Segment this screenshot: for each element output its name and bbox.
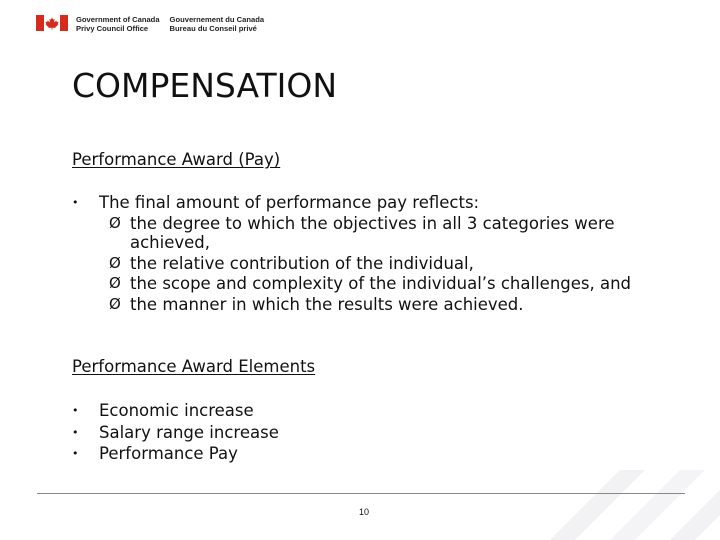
sub-list-item <box>109 274 652 294</box>
sub-item-text: the degree to which the objectives in all 3 categories were achieved, <box>130 213 615 252</box>
org-name-fr-line1: Gouvernement du Canada <box>169 15 265 24</box>
bullet-icon: • <box>72 404 79 417</box>
list-item <box>72 443 279 465</box>
sub-item-text: the relative contribution of the individual, <box>130 253 474 273</box>
slide-title: COMPENSATION <box>72 66 338 105</box>
arrow-bullet-icon: Ø <box>109 213 121 232</box>
page-number: 10 <box>359 507 370 517</box>
list-item-text: Economic increase <box>99 401 254 420</box>
arrow-bullet-icon: Ø <box>109 274 121 292</box>
org-name-french <box>170 15 265 33</box>
list-item <box>72 422 279 444</box>
list-item-text: Salary range increase <box>99 422 279 442</box>
bullet-text: The final amount of performance pay reflects: <box>99 193 480 212</box>
section-heading-award-elements: Performance Award Elements <box>72 357 316 376</box>
gc-header <box>36 15 264 33</box>
sub-list-item <box>109 213 652 253</box>
org-name-en-line1: Government of Canada <box>76 15 160 24</box>
decorative-chevrons <box>510 420 720 540</box>
footer-divider <box>37 493 685 494</box>
list-item-text: Performance Pay <box>99 444 238 463</box>
org-name-fr-line2: Bureau du Conseil privé <box>169 24 257 33</box>
arrow-bullet-icon: Ø <box>109 253 121 272</box>
bullet-icon: • <box>72 196 79 209</box>
performance-award-list <box>72 192 652 314</box>
list-item <box>72 192 652 314</box>
sub-item-text: the manner in which the results were achieved. <box>130 294 524 314</box>
sub-list-item <box>109 253 652 274</box>
org-name-english <box>76 15 160 33</box>
sub-item-text: the scope and complexity of the individual’s challenges, and <box>130 274 632 293</box>
sub-list <box>99 214 652 315</box>
sub-list-item <box>109 294 652 315</box>
canada-flag-icon <box>36 15 68 31</box>
section-heading-performance-award: Performance Award (Pay) <box>72 150 281 169</box>
arrow-bullet-icon: Ø <box>109 294 121 313</box>
list-item <box>72 400 279 422</box>
bullet-icon: • <box>72 447 79 460</box>
bullet-icon: • <box>72 425 79 439</box>
award-elements-list <box>72 400 279 465</box>
org-name-en-line2: Privy Council Office <box>76 24 149 33</box>
